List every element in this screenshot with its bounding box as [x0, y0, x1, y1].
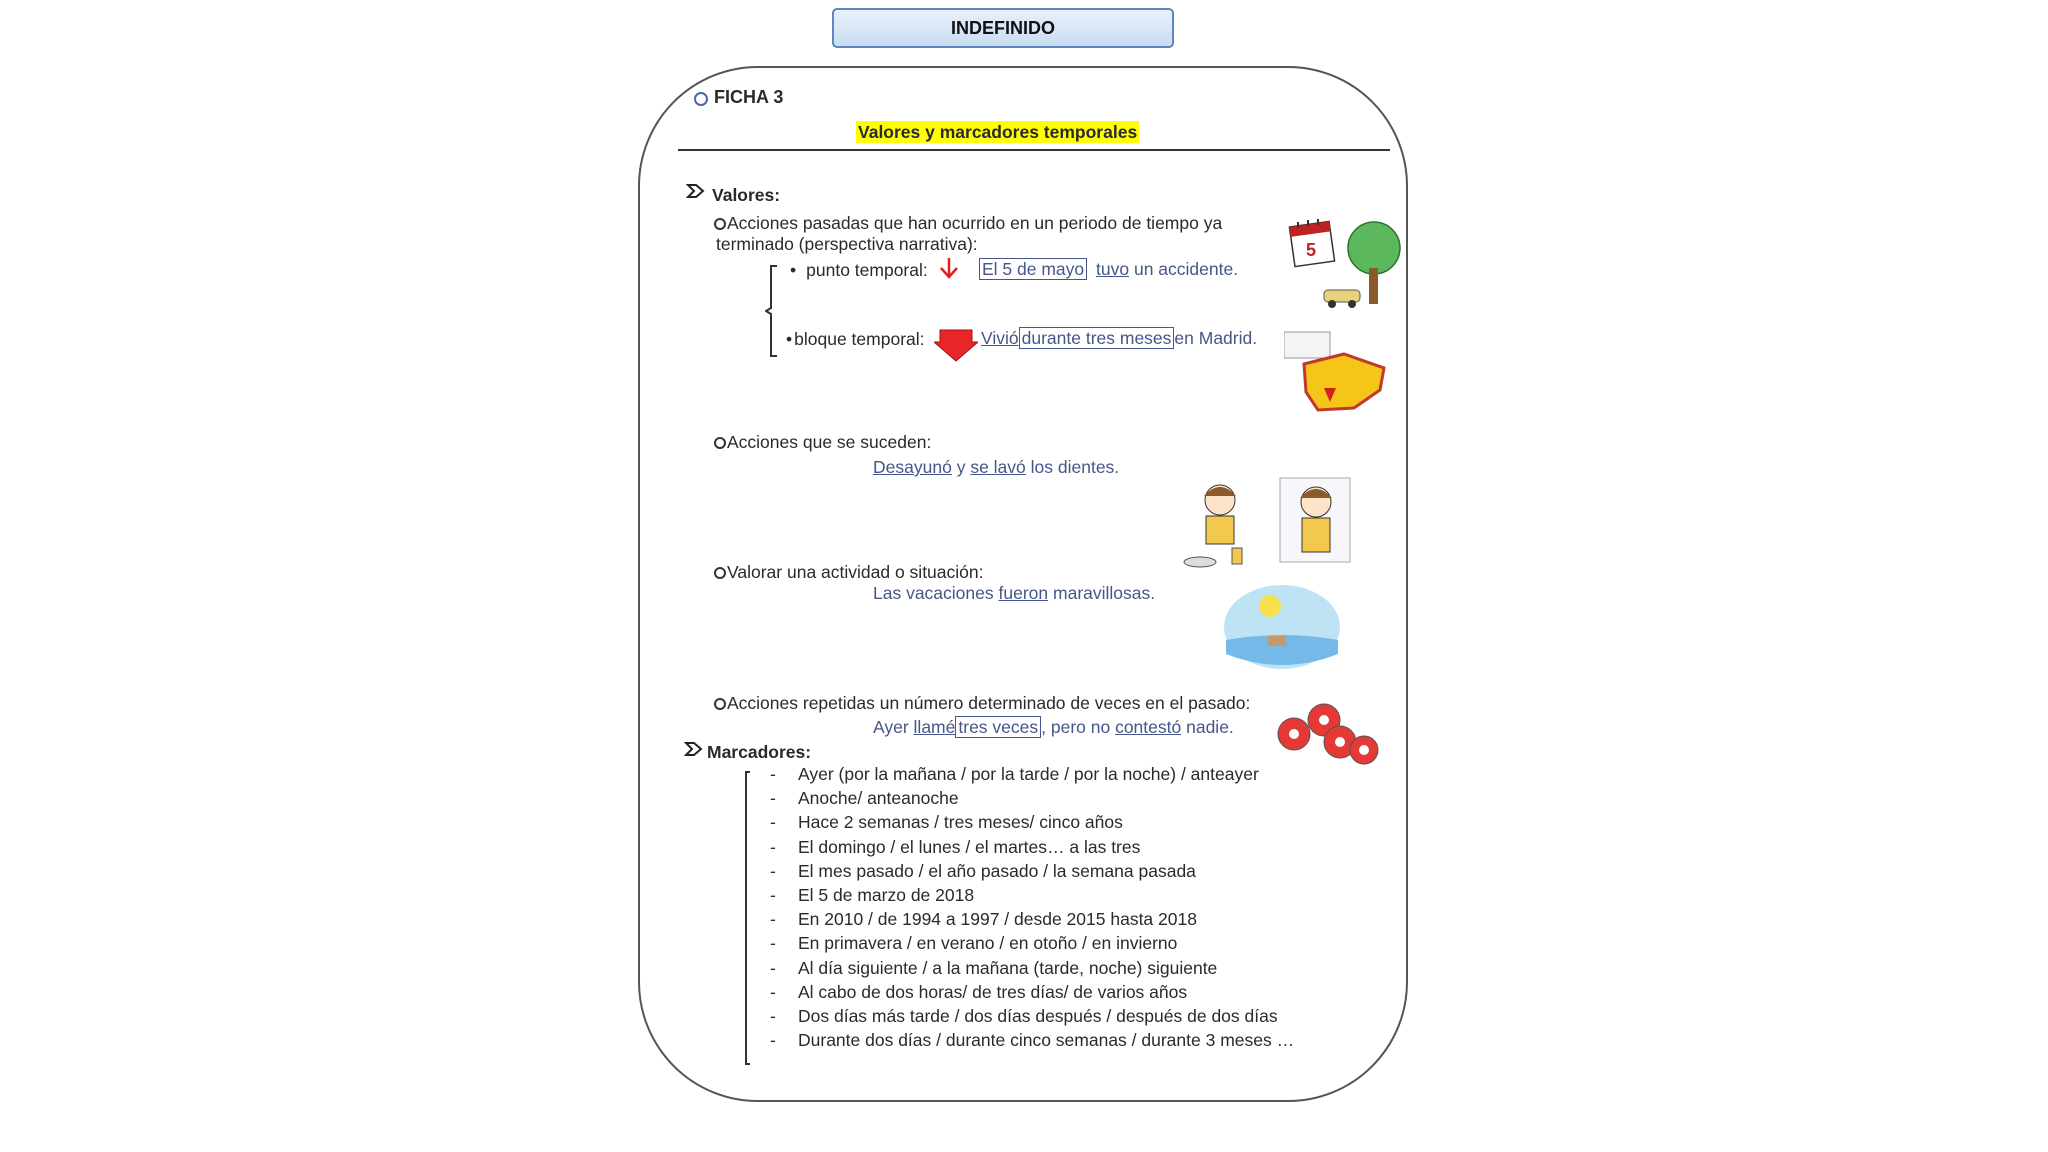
item3-example: [873, 582, 1155, 604]
page-header-title: INDEFINIDO: [832, 8, 1174, 48]
chevron-bullet-icon: [686, 183, 706, 199]
dot-bullet: •: [790, 260, 797, 280]
marker-text: En 2010 / de 1994 a 1997 / desde 2015 hasta 2018: [798, 909, 1197, 930]
marker-text: Dos días más tarde / dos días después / después de dos días: [798, 1005, 1278, 1026]
markers-list: [770, 762, 1294, 1052]
girl-brushing-icon: [1278, 476, 1352, 564]
bloque-verb: Vivió: [981, 328, 1019, 348]
item2-verb1: Desayunó: [873, 457, 952, 477]
bracket-line: [765, 264, 779, 358]
item4-pre: Ayer: [873, 717, 909, 737]
marker-item: [770, 1028, 1294, 1052]
girl-breakfast-icon: [1180, 478, 1258, 572]
marker-item: [770, 1004, 1294, 1028]
dash-bullet: -: [770, 957, 776, 978]
markers-bracket-line: [742, 770, 752, 1066]
valores-heading: Valores:: [712, 185, 781, 205]
item1-line2: terminado (perspectiva narrativa):: [716, 234, 978, 254]
item4-verb2: contestó: [1115, 717, 1182, 737]
marker-text: El 5 de marzo de 2018: [798, 884, 975, 905]
dash-bullet: -: [770, 836, 776, 857]
arrow-down-icon: [938, 256, 960, 280]
marker-text: Ayer (por la mañana / por la tarde / por la noche) / anteayer: [798, 764, 1259, 784]
calendar-day: 5: [1306, 240, 1317, 260]
marker-text: Durante dos días / durante cinco semanas / durante 3 meses …: [798, 1030, 1295, 1051]
bloque-example: [981, 327, 1257, 349]
marker-text: El mes pasado / el año pasado / la semana pasada: [798, 860, 1196, 881]
dash-bullet: -: [770, 884, 776, 905]
bloque-temporal-row: [786, 328, 925, 350]
item4-example: [873, 716, 1234, 738]
dot-bullet: •: [786, 329, 793, 349]
item2-verb2: se lavó: [970, 457, 1026, 477]
marker-item: [770, 956, 1294, 980]
item1-line1: Acciones pasadas que han ocurrido en un periodo de tiempo ya: [727, 213, 1223, 233]
ficha-bullet-icon: [694, 92, 708, 106]
marker-text: Al día siguiente / a la mañana (tarde, noche) siguiente: [798, 957, 1218, 978]
item4-verb: llamé: [913, 717, 956, 737]
marker-item: [770, 859, 1294, 883]
marker-item: [770, 980, 1294, 1004]
dash-bullet: -: [770, 788, 776, 809]
punto-example: [979, 258, 1238, 280]
marker-item: [770, 883, 1294, 907]
spain-map-icon: [1284, 328, 1394, 422]
marker-item: [770, 762, 1294, 786]
bloque-marker: durante tres meses: [1019, 327, 1175, 349]
calendar-icon: [1288, 214, 1338, 270]
marker-item: [770, 810, 1294, 834]
dash-bullet: -: [770, 764, 776, 784]
beach-icon: [1222, 584, 1342, 670]
block-arrow-icon: [934, 328, 978, 362]
item4-rest: nadie.: [1186, 717, 1234, 737]
telephone-icon: [1274, 694, 1388, 768]
marcadores-heading: Marcadores:: [707, 742, 812, 762]
marker-item: [770, 931, 1294, 955]
marker-text: En primavera / en verano / en otoño / en invierno: [798, 933, 1178, 954]
bloque-rest: en Madrid.: [1174, 328, 1258, 348]
marker-text: Hace 2 semanas / tres meses/ cinco años: [798, 812, 1123, 833]
item2-example: [873, 456, 1119, 478]
bloque-label: bloque temporal:: [794, 329, 925, 349]
title-divider: [678, 149, 1390, 151]
marker-item: [770, 907, 1294, 931]
item3-pre: Las vacaciones: [873, 583, 994, 603]
item-bullet-icon: [714, 567, 726, 579]
punto-marker: El 5 de mayo: [979, 258, 1087, 280]
marker-text: Anoche/ anteanoche: [798, 788, 959, 809]
item4-marker: tres veces: [955, 716, 1041, 738]
item2-and: y: [956, 457, 966, 477]
dash-bullet: -: [770, 1005, 776, 1026]
ficha-label: FICHA 3: [714, 87, 784, 107]
chevron-bullet-icon: [684, 741, 704, 757]
marker-text: El domingo / el lunes / el martes… a las tres: [798, 836, 1141, 857]
item4-mid: , pero no: [1041, 717, 1111, 737]
ficha-subtitle: Valores y marcadores temporales: [858, 122, 1138, 142]
dash-bullet: -: [770, 1030, 776, 1051]
item-bullet-icon: [714, 437, 726, 449]
marker-text: Al cabo de dos horas/ de tres días/ de varios años: [798, 981, 1188, 1002]
dash-bullet: -: [770, 981, 776, 1002]
item3-rest: maravillosas.: [1053, 583, 1156, 603]
punto-temporal-row: [790, 259, 928, 281]
dash-bullet: -: [770, 812, 776, 833]
marker-item: [770, 835, 1294, 859]
punto-label: punto temporal:: [806, 260, 928, 280]
item-bullet-icon: [714, 698, 726, 710]
car-crash-icon: [1320, 280, 1366, 310]
dash-bullet: -: [770, 933, 776, 954]
item2-rest: los dientes.: [1030, 457, 1120, 477]
item2-text: Acciones que se suceden:: [727, 432, 932, 452]
punto-rest: un accidente.: [1133, 259, 1239, 279]
dash-bullet: -: [770, 909, 776, 930]
punto-verb: tuvo: [1096, 259, 1130, 279]
marker-item: [770, 786, 1294, 810]
item4-text: Acciones repetidas un número determinado de veces en el pasado:: [727, 693, 1251, 713]
dash-bullet: -: [770, 860, 776, 881]
item3-text: Valorar una actividad o situación:: [727, 562, 984, 582]
item3-verb: fueron: [998, 583, 1049, 603]
item-bullet-icon: [714, 218, 726, 230]
